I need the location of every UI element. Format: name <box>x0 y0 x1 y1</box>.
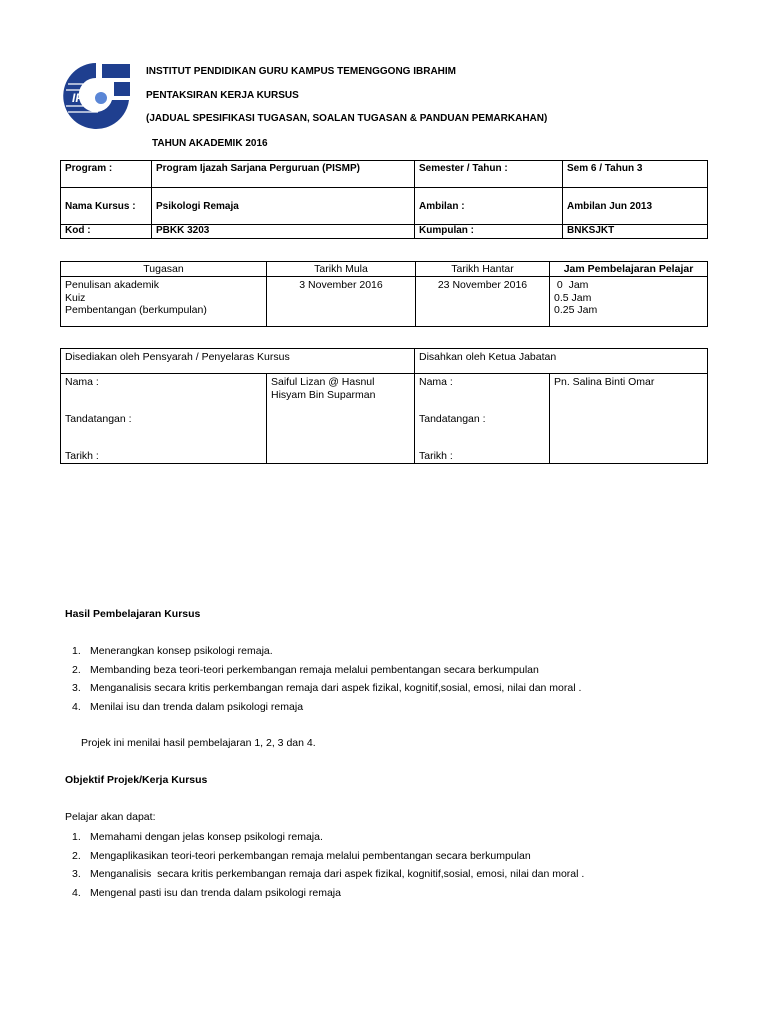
approved-by-heading: Disahkan oleh Ketua Jabatan <box>415 349 708 374</box>
prepared-by-heading: Disediakan oleh Pensyarah / Penyelaras Kursus <box>61 349 415 374</box>
outcomes-note: Projek ini menilai hasil pembelajaran 1, 2, 3 dan 4. <box>81 737 316 749</box>
head-name: Pn. Salina Binti Omar <box>550 374 708 464</box>
tasks-header-start: Tarikh Mula <box>267 262 416 277</box>
tasks-header-due: Tarikh Hantar <box>416 262 550 277</box>
head-date-label: Tarikh : <box>419 450 453 462</box>
course-info-table <box>60 160 708 239</box>
head-name-label: Nama : <box>419 376 453 388</box>
lecturer-date-label: Tarikh : <box>65 450 99 462</box>
group-label: Kumpulan : <box>415 225 563 239</box>
assessment-subtitle: (JADUAL SPESIFIKASI TUGASAN, SOALAN TUGASAN & PANDUAN PEMARKAHAN) <box>146 113 548 124</box>
list-item: 2. Mengaplikasikan teori-teori perkembangan remaja melalui pembentangan secara berkumpulan <box>72 849 531 862</box>
hours-item: 0.5 Jam <box>554 291 592 304</box>
institution-title: INSTITUT PENDIDIKAN GURU KAMPUS TEMENGGONG IBRAHIM <box>146 66 456 77</box>
due-date: 23 November 2016 <box>416 277 550 327</box>
lecturer-name-label: Nama : <box>65 376 99 388</box>
list-item: 1. Memahami dengan jelas konsep psikologi remaja. <box>72 831 323 843</box>
signoff-table <box>60 348 708 464</box>
tasks-table <box>60 261 708 327</box>
program-label: Program : <box>61 161 152 188</box>
list-item: 1. Menerangkan konsep psikologi remaja. <box>72 645 273 657</box>
academic-year: TAHUN AKADEMIK 2016 <box>152 138 268 149</box>
intake-label: Ambilan : <box>415 188 563 225</box>
outcomes-list <box>72 645 581 719</box>
task-item: Penulisan akademik <box>65 279 159 291</box>
list-item: 3. Menganalisis secara kritis perkembangan remaja dari aspek fizikal, kognitif,sosial, emosi, nilai dan moral . <box>72 868 585 880</box>
list-item: 2. Membanding beza teori-teori perkembangan remaja melalui pembentangan secara berkumpulan <box>72 663 539 676</box>
course-value: Psikologi Remaja <box>152 188 415 225</box>
tasks-header-task: Tugasan <box>61 262 267 277</box>
semester-label: Semester / Tahun : <box>415 161 563 188</box>
lecturer-sign-label: Tandatangan : <box>65 413 132 425</box>
head-sign-label: Tandatangan : <box>419 413 486 425</box>
list-item: 4. Menilai isu dan trenda dalam psikologi remaja <box>72 700 304 713</box>
code-value: PBKK 3203 <box>152 225 415 239</box>
program-value: Program Ijazah Sarjana Perguruan (PISMP) <box>152 161 415 188</box>
objectives-title: Objektif Projek/Kerja Kursus <box>65 774 208 786</box>
tasks-header-hours: Jam Pembelajaran Pelajar <box>550 262 708 277</box>
logo-text: IPG <box>72 91 93 105</box>
task-item: Pembentangan (berkumpulan) <box>65 304 207 316</box>
code-label: Kod : <box>61 225 152 239</box>
course-label: Nama Kursus : <box>61 188 152 225</box>
objectives-intro: Pelajar akan dapat: <box>65 811 156 823</box>
objectives-list <box>72 831 584 905</box>
list-item: 4. Mengenal pasti isu dan trenda dalam psikologi remaja <box>72 886 341 899</box>
outcomes-title: Hasil Pembelajaran Kursus <box>65 608 201 620</box>
semester-value: Sem 6 / Tahun 3 <box>563 161 708 188</box>
lecturer-name: Saiful Lizan @ Hasnul Hisyam Bin Suparman <box>267 374 415 464</box>
lecturer-fields <box>61 374 267 464</box>
start-date: 3 November 2016 <box>267 277 416 327</box>
ipg-logo <box>58 60 134 130</box>
assessment-title: PENTAKSIRAN KERJA KURSUS <box>146 90 299 101</box>
hours-item: 0 Jam <box>554 279 589 291</box>
hours-item: 0.25 Jam <box>554 304 598 316</box>
intake-value: Ambilan Jun 2013 <box>563 188 708 225</box>
task-list-cell <box>61 277 267 327</box>
hours-cell <box>550 277 708 327</box>
group-value: BNKSJKT <box>563 225 708 239</box>
list-item: 3. Menganalisis secara kritis perkembangan remaja dari aspek fizikal, kognitif,sosial, emosi, nilai dan moral . <box>72 682 582 694</box>
head-fields <box>415 374 550 464</box>
task-item: Kuiz <box>65 291 86 304</box>
